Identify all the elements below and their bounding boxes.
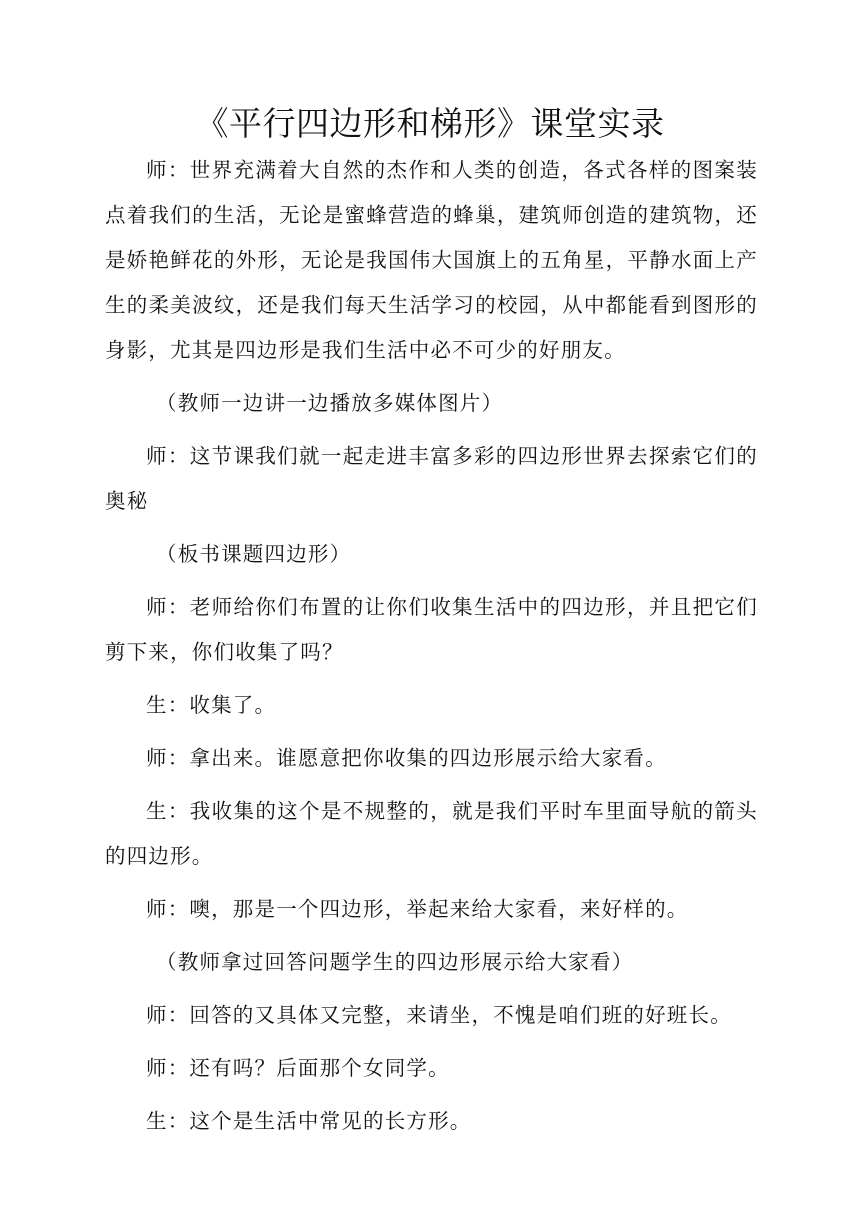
paragraph-teacher-monitor: 师：回答的又具体又完整，来请坐，不愧是咱们班的好班长。: [146, 1003, 732, 1027]
paragraph-teacher-question: 师：老师给你们布置的让你们收集生活中的四边形，并且把它们剪下来，你们收集了吗？: [105, 595, 758, 664]
document-body: [105, 148, 758, 1152]
paragraph-student-irregular: 生：我收集的这个是不规整的，就是我们平时车里面导航的箭头的四边形。: [105, 799, 758, 868]
paragraph-teacher-display-note: （教师拿过回答问题学生的四边形展示给大家看）: [156, 950, 634, 974]
paragraph-teacher-explore: 师：这节课我们就一起走进丰富多彩的四边形世界去探索它们的奥秘: [105, 444, 758, 513]
paragraph-student-rectangle: 生：这个是生活中常见的长方形。: [146, 1109, 472, 1133]
paragraph-teacher-ask-more: 师：还有吗？后面那个女同学。: [146, 1056, 450, 1080]
paragraph-teacher-intro: 师：世界充满着大自然的杰作和人类的创造，各式各样的图案装点着我们的生活，无论是蜜蜂营造的蜂巢，建筑师创造的建筑物，还是娇艳鲜花的外形，无论是我国伟大国旗上的五角星，平静水面上产生的柔美波纹，还是我们每天生活学习的校园，从中都能看到图形的身影，尤其是四边形是我们生活中必不可少的好朋友。: [105, 158, 758, 362]
paragraph-teacher-show: 师：拿出来。谁愿意把你收集的四边形展示给大家看。: [146, 746, 667, 770]
paragraph-student-answer: 生：收集了。: [146, 693, 277, 717]
document-title: 《平行四边形和梯形》课堂实录: [195, 104, 665, 143]
paragraph-board-note: （板书课题四边形）: [156, 542, 352, 566]
paragraph-teacher-praise: 师：噢，那是一个四边形，举起来给大家看，来好样的。: [146, 897, 689, 921]
paragraph-stage-note: （教师一边讲一边播放多媒体图片）: [156, 391, 504, 415]
